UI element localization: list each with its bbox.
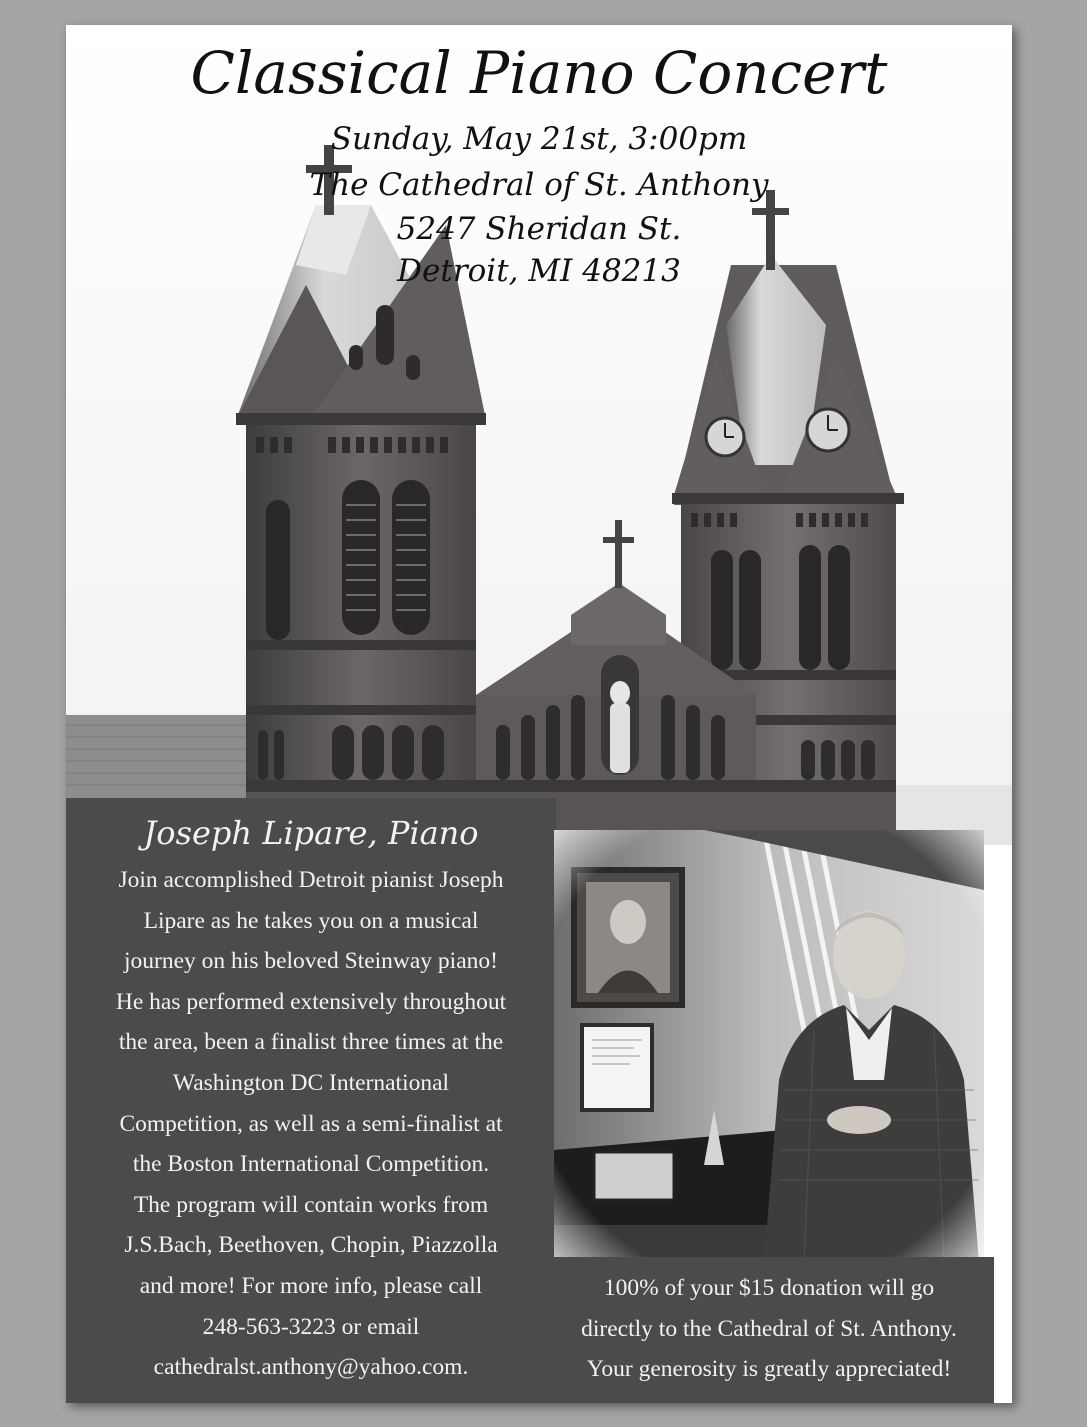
venue-name: The Cathedral of St. Anthony bbox=[309, 167, 769, 203]
bio-line: Competition, as well as a semi-finalist at bbox=[119, 1110, 503, 1137]
bio-line: and more! For more info, please call bbox=[139, 1272, 483, 1299]
donation-line: Your generosity is greatly appreciated! bbox=[586, 1356, 952, 1383]
bio-line: J.S.Bach, Beethoven, Chopin, Piazzolla bbox=[124, 1232, 498, 1259]
bio-line: Washington DC International bbox=[172, 1069, 450, 1096]
venue-street: 5247 Sheridan St. bbox=[396, 211, 682, 247]
donation-panel bbox=[544, 1257, 994, 1403]
venue-city: Detroit, MI 48213 bbox=[397, 253, 681, 289]
bio-line: the area, been a finalist three times at the bbox=[118, 1029, 504, 1056]
donation-text bbox=[544, 1268, 994, 1390]
pianist-heading: Joseph Lipare, Piano bbox=[143, 814, 479, 852]
bio-line: journey on his beloved Steinway piano! bbox=[124, 948, 498, 975]
bio-line: The program will contain works from bbox=[133, 1191, 489, 1218]
bio-paragraph bbox=[78, 860, 544, 1388]
bio-line: He has performed extensively throughout bbox=[115, 988, 507, 1015]
poster-title: Classical Piano Concert bbox=[190, 39, 888, 107]
donation-line: 100% of your $15 donation will go bbox=[603, 1275, 935, 1301]
pianist-photo bbox=[554, 830, 984, 1262]
event-date-time: Sunday, May 21st, 3:00pm bbox=[330, 121, 748, 157]
phone-line: 248-563-3223 or email bbox=[202, 1313, 420, 1340]
email-line: cathedralst.anthony@yahoo.com. bbox=[153, 1354, 469, 1381]
donation-line: directly to the Cathedral of St. Anthony. bbox=[581, 1315, 957, 1342]
concert-poster bbox=[66, 25, 1012, 1403]
bio-line: Lipare as he takes you on a musical bbox=[143, 907, 479, 934]
pianist-bio-panel bbox=[66, 798, 556, 1403]
bio-line: Join accomplished Detroit pianist Joseph bbox=[118, 867, 504, 893]
bio-line: the Boston International Competition. bbox=[132, 1151, 490, 1178]
